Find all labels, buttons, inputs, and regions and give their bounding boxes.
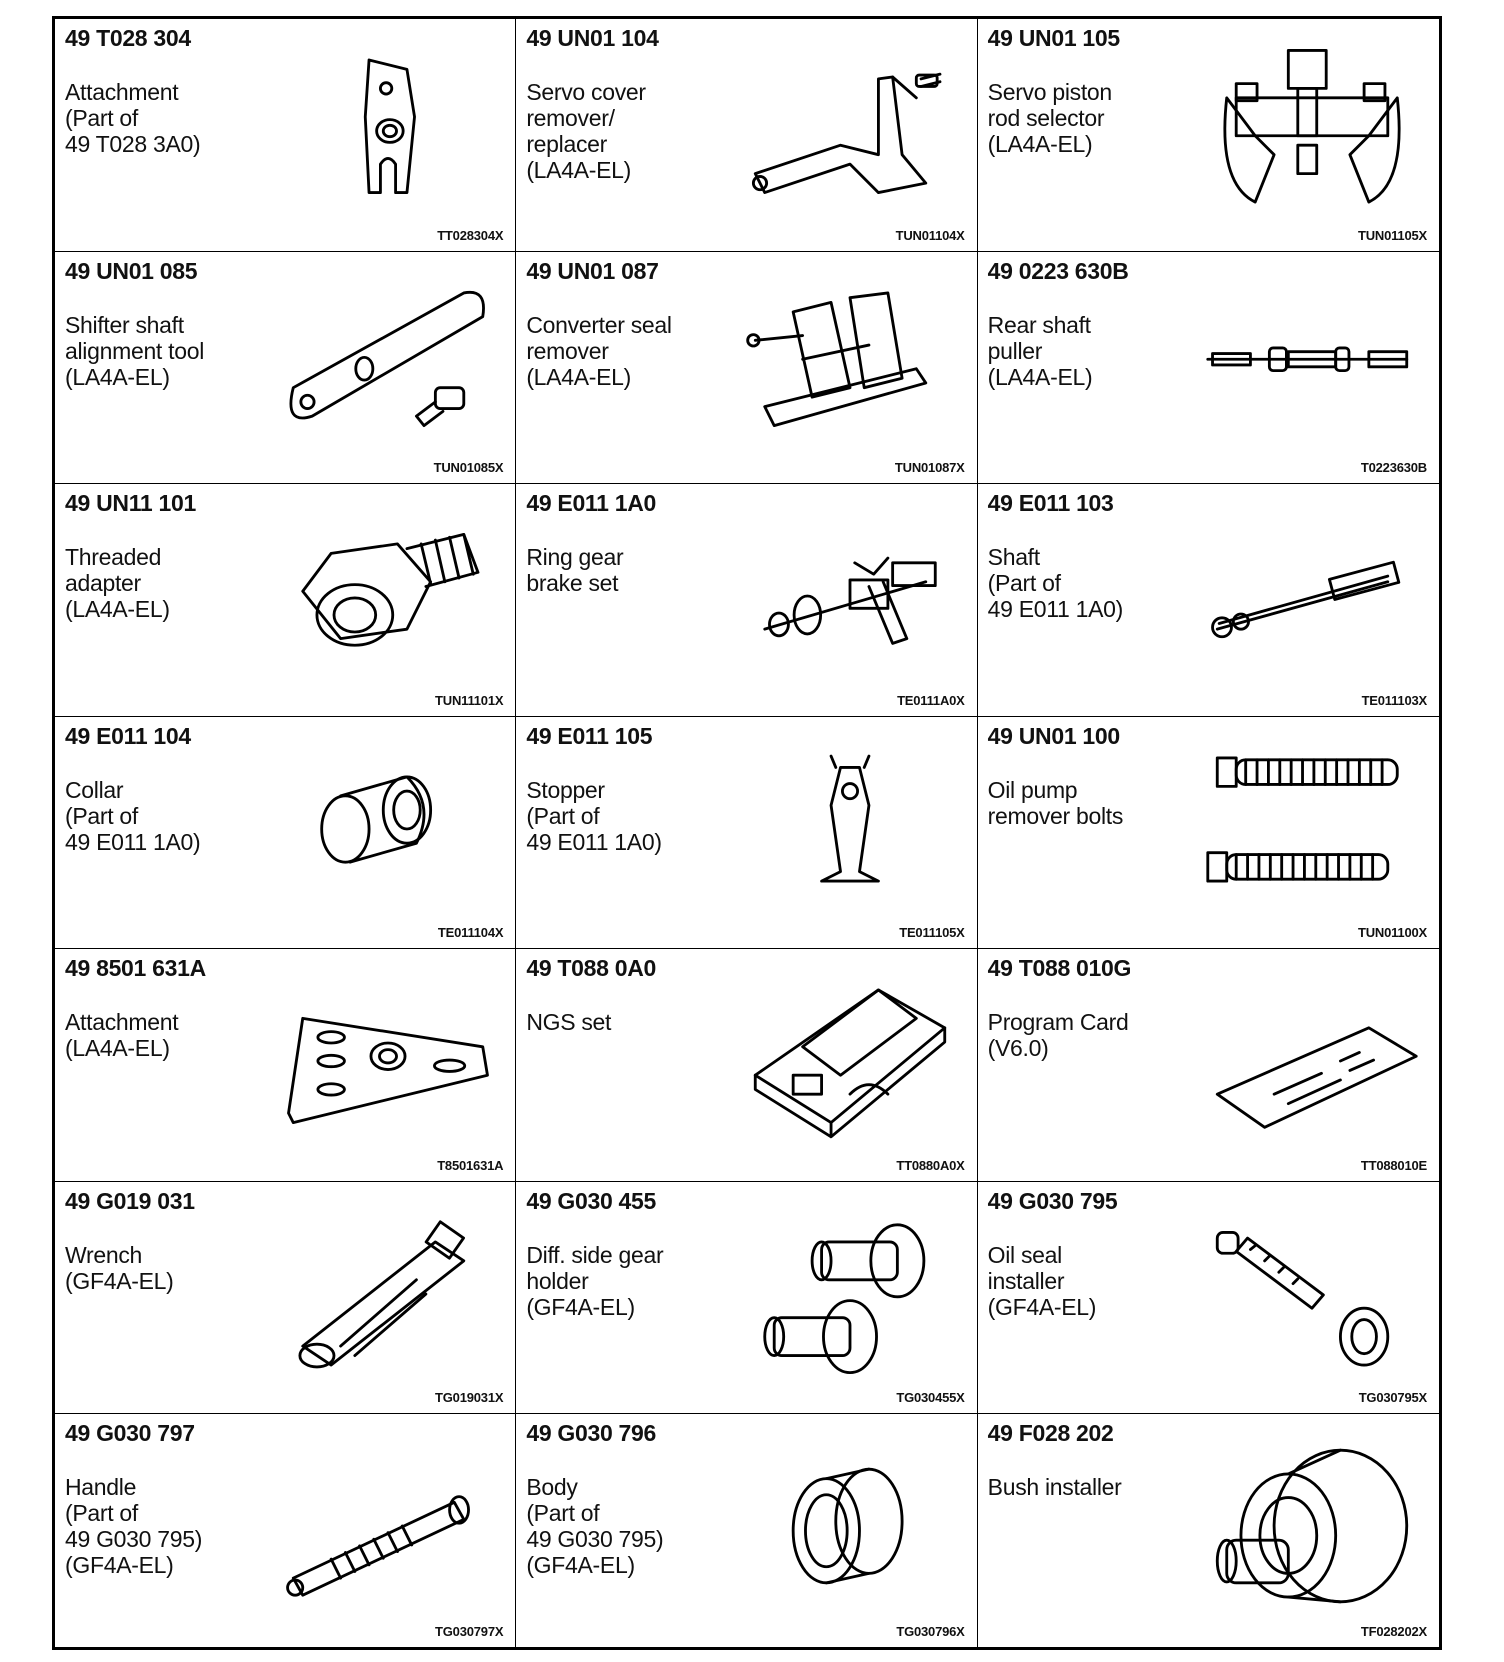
tool-cell-8 xyxy=(516,484,977,717)
description-line: Attachment xyxy=(65,1009,179,1036)
part-number: 49 F028 202 xyxy=(987,1420,1114,1447)
description-line: Bush installer xyxy=(987,1474,1122,1501)
tool-description xyxy=(526,544,623,596)
part-number: 49 8501 631A xyxy=(65,955,206,982)
figure-code: TG030795X xyxy=(1358,1390,1427,1406)
tool-cell-1 xyxy=(55,19,516,252)
description-line: (LA4A-EL) xyxy=(65,596,170,623)
figure-code: TT028304X xyxy=(437,227,504,243)
description-line: Oil seal xyxy=(987,1241,1062,1268)
description-line: remover bolts xyxy=(987,802,1124,829)
description-line: (Part of xyxy=(526,1500,600,1527)
description-line: (GF4A-EL) xyxy=(526,1552,635,1579)
tool-description xyxy=(65,544,170,622)
description-line: (LA4A-EL) xyxy=(526,157,632,183)
part-number: 49 E011 103 xyxy=(987,490,1114,517)
description-line: (LA4A-EL) xyxy=(987,363,1093,390)
figure-code: TT0880A0X xyxy=(896,1157,965,1173)
tool-cell-14 xyxy=(516,949,977,1182)
servo-cover-remover-icon xyxy=(735,41,965,221)
tool-description xyxy=(526,1009,611,1035)
tool-description xyxy=(65,312,204,390)
figure-code: TG030455X xyxy=(896,1390,965,1406)
tool-cell-16 xyxy=(55,1182,516,1415)
part-number: 49 UN01 085 xyxy=(65,257,198,284)
description-line: 49 E011 1A0) xyxy=(65,828,201,855)
description-line: (GF4A-EL) xyxy=(526,1293,635,1320)
figure-code: TE011103X xyxy=(1361,692,1427,708)
description-line: Program Card xyxy=(987,1009,1129,1036)
description-line: remover xyxy=(526,337,609,364)
part-number: 49 G030 795 xyxy=(987,1187,1118,1214)
description-line: Diff. side gear xyxy=(526,1241,664,1268)
description-line: (Part of xyxy=(526,802,600,829)
figure-code: TUN01085X xyxy=(433,460,504,476)
rod-selector-icon xyxy=(1197,41,1427,221)
description-line: 49 E011 1A0) xyxy=(987,596,1124,623)
description-line: (LA4A-EL) xyxy=(987,131,1093,157)
description-line: (LA4A-EL) xyxy=(526,363,632,390)
description-line: Stopper xyxy=(526,776,605,803)
description-line: holder xyxy=(526,1267,589,1294)
gear-holder-icon xyxy=(735,1204,965,1384)
tool-cell-7 xyxy=(55,484,516,717)
description-line: 49 G030 795) xyxy=(65,1526,203,1553)
tool-cell-3 xyxy=(978,19,1439,252)
figure-code: TG030797X xyxy=(435,1623,504,1639)
description-line: alignment tool xyxy=(65,337,204,364)
tool-description xyxy=(526,1242,663,1320)
collar-icon xyxy=(273,739,503,919)
description-line: Handle xyxy=(65,1474,137,1501)
part-number: 49 UN01 087 xyxy=(526,257,659,284)
part-number: 49 G030 796 xyxy=(526,1420,657,1447)
description-line: (Part of xyxy=(65,1500,139,1527)
description-line: Body xyxy=(526,1474,578,1501)
tool-description xyxy=(526,79,645,183)
tool-cell-18 xyxy=(978,1182,1439,1415)
description-line: Ring gear xyxy=(526,544,624,571)
description-line: Servo piston xyxy=(987,79,1112,105)
figure-code: TF028202X xyxy=(1360,1623,1427,1639)
tool-cell-10 xyxy=(55,717,516,950)
tool-description xyxy=(65,777,200,855)
tool-description xyxy=(988,312,1093,390)
description-line: puller xyxy=(987,337,1043,364)
description-line: 49 G030 795) xyxy=(526,1526,664,1553)
tool-description xyxy=(988,1474,1122,1500)
tool-cell-11 xyxy=(516,717,977,950)
description-line: (GF4A-EL) xyxy=(65,1267,174,1294)
description-line: Rear shaft xyxy=(987,311,1091,338)
tool-description xyxy=(988,777,1123,829)
part-number: 49 UN01 105 xyxy=(987,25,1120,51)
description-line: (LA4A-EL) xyxy=(65,1035,170,1062)
part-number: 49 G019 031 xyxy=(65,1187,195,1214)
part-number: 49 T088 010G xyxy=(987,955,1132,982)
part-number: 49 UN11 101 xyxy=(65,490,196,517)
figure-code: TE011105X xyxy=(899,925,965,941)
description-line: (LA4A-EL) xyxy=(65,363,170,390)
tool-description xyxy=(65,1242,173,1294)
tool-description xyxy=(988,1242,1096,1320)
part-number: 49 UN01 104 xyxy=(526,25,659,51)
figure-code: TUN01087X xyxy=(894,460,965,476)
tool-description xyxy=(526,312,671,390)
description-line: Shaft xyxy=(987,544,1040,571)
description-line: Servo cover xyxy=(526,79,646,105)
tool-cell-2 xyxy=(516,19,977,252)
tool-description xyxy=(65,79,200,157)
description-line: (Part of xyxy=(65,802,139,829)
part-number: 49 E011 104 xyxy=(65,722,191,749)
tool-cell-17 xyxy=(516,1182,977,1415)
handle-icon xyxy=(273,1436,503,1616)
description-line: brake set xyxy=(526,570,619,597)
tool-description xyxy=(988,544,1123,622)
stopper-icon xyxy=(735,739,965,919)
figure-code: T0223630B xyxy=(1360,460,1427,476)
description-line: (Part of xyxy=(987,570,1061,597)
tool-description xyxy=(65,1009,178,1061)
tool-description xyxy=(988,79,1112,157)
description-line: 49 E011 1A0) xyxy=(526,828,662,855)
figure-code: TE0111A0X xyxy=(897,692,965,708)
description-line: Oil pump xyxy=(987,776,1078,803)
figure-code: TUN11101X xyxy=(435,692,504,708)
description-line: installer xyxy=(987,1267,1065,1294)
tool-cell-20 xyxy=(516,1414,977,1647)
attachment-plate-icon xyxy=(273,41,503,221)
tool-cell-21 xyxy=(978,1414,1439,1647)
special-tools-table xyxy=(52,16,1442,1650)
wrench-icon xyxy=(273,1204,503,1384)
figure-code: TE011104X xyxy=(437,925,504,941)
ngs-case-icon xyxy=(735,971,965,1151)
part-number: 49 E011 105 xyxy=(526,722,653,749)
part-number: 49 0223 630B xyxy=(987,257,1129,284)
description-line: (Part of xyxy=(65,105,139,131)
description-line: 49 T028 3A0) xyxy=(65,131,201,157)
tool-cell-4 xyxy=(55,252,516,485)
bush-installer-icon xyxy=(1197,1436,1427,1616)
tool-description xyxy=(65,1474,202,1578)
figure-code: TUN01105X xyxy=(1357,227,1427,243)
description-line: (V6.0) xyxy=(987,1035,1049,1062)
figure-code: TG019031X xyxy=(435,1390,504,1406)
part-number: 49 T088 0A0 xyxy=(526,955,657,982)
tool-description xyxy=(526,1474,663,1578)
triangle-attachment-icon xyxy=(273,971,503,1151)
tool-cell-5 xyxy=(516,252,977,485)
alignment-tool-icon xyxy=(273,274,503,454)
figure-code: T8501631A xyxy=(437,1157,504,1173)
part-number: 49 G030 797 xyxy=(65,1420,195,1447)
ring-gear-brake-icon xyxy=(735,506,965,686)
tool-cell-19 xyxy=(55,1414,516,1647)
figure-code: TT088010E xyxy=(1360,1157,1427,1173)
tool-cell-13 xyxy=(55,949,516,1182)
seal-remover-icon xyxy=(735,274,965,454)
figure-code: TUN01100X xyxy=(1357,925,1427,941)
body-ring-icon xyxy=(735,1436,965,1616)
description-line: Attachment xyxy=(65,79,179,105)
program-card-icon xyxy=(1197,971,1427,1151)
shaft-icon xyxy=(1197,506,1427,686)
tool-cell-6 xyxy=(978,252,1439,485)
description-line: Threaded xyxy=(65,544,162,571)
tool-cell-15 xyxy=(978,949,1439,1182)
description-line: adapter xyxy=(65,570,141,597)
description-line: replacer xyxy=(526,131,608,157)
description-line: Shifter shaft xyxy=(65,311,184,338)
bolts-icon xyxy=(1197,739,1427,919)
tool-description xyxy=(526,777,661,855)
part-number: 49 UN01 100 xyxy=(987,722,1120,749)
description-line: (GF4A-EL) xyxy=(987,1293,1097,1320)
description-line: NGS set xyxy=(526,1009,612,1036)
seal-installer-icon xyxy=(1197,1204,1427,1384)
figure-code: TG030796X xyxy=(896,1623,965,1639)
description-line: Wrench xyxy=(65,1241,143,1268)
description-line: remover/ xyxy=(526,105,615,131)
figure-code: TUN01104X xyxy=(895,227,965,243)
threaded-adapter-icon xyxy=(273,506,503,686)
part-number: 49 T028 304 xyxy=(65,25,191,51)
description-line: rod selector xyxy=(987,105,1105,131)
part-number: 49 G030 455 xyxy=(526,1187,657,1214)
tool-description xyxy=(988,1009,1129,1061)
description-line: Collar xyxy=(65,776,124,803)
part-number: 49 E011 1A0 xyxy=(526,490,657,517)
description-line: Converter seal xyxy=(526,311,672,338)
description-line: (GF4A-EL) xyxy=(65,1552,174,1579)
tool-cell-9 xyxy=(978,484,1439,717)
tool-cell-12 xyxy=(978,717,1439,950)
shaft-puller-icon xyxy=(1197,274,1427,454)
